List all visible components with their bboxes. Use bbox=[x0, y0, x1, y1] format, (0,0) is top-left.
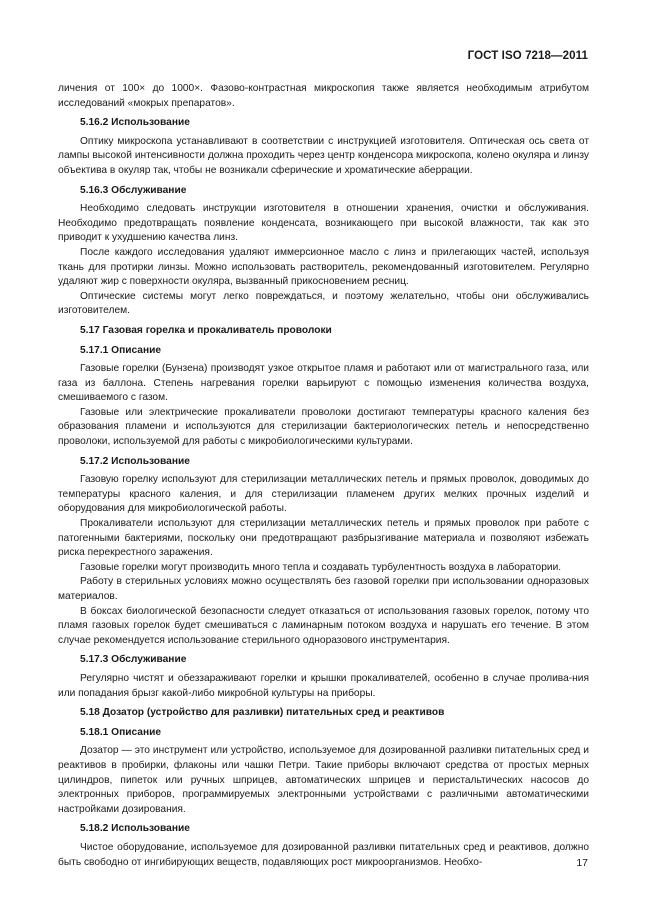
section-heading: 5.18 Дозатор (устройство для разливки) питательных сред и реактивов bbox=[80, 707, 445, 719]
section-heading: 5.16.3 Обслуживание bbox=[80, 184, 187, 196]
paragraph: Оптику микроскопа устанавливают в соответствии с инструкцией изготовителя. Оптическая ось света от лампы высокой интенсивности должна проходить через центр конденсора микроскопа, колено окуляра и линзу объектива в окуляр так, чтобы не возникали сферические и хроматические аберрации. bbox=[58, 135, 589, 176]
section-heading: 5.18.2 Использование bbox=[80, 823, 190, 835]
section-heading: 5.16.2 Использование bbox=[80, 117, 190, 129]
paragraph: Газовые горелки (Бунзена) производят узкое открытое пламя и работают или от магистрального газа, или газа из баллона. Степень нагревания горелки варьируют с помощью изменения количества воздуха, смешиваемого с газом. bbox=[58, 363, 589, 404]
paragraph: Газовые горелки могут производить много тепла и создавать турбулентность воздуха в лаборатории. bbox=[80, 561, 562, 573]
document-body bbox=[58, 82, 589, 870]
section-heading: 5.17.1 Описание bbox=[80, 344, 162, 356]
document-header: ГОСТ ISO 7218—2011 bbox=[467, 50, 588, 62]
paragraph: После каждого исследования удаляют иммерсионное масло с линз и прилегающих частей, используя ткань для протирки линзы. Можно использовать растворитель, рекомендованный изготовителем. Регулярно удаляют жир с поверхности окуляра, вызванный прикосновением ресниц. bbox=[58, 246, 589, 288]
paragraph: Работу в стерильных условиях можно осуществлять без газовой горелки при использовании одноразовых материалов. bbox=[58, 576, 589, 602]
section-heading: 5.17 Газовая горелка и прокаливатель проволоки bbox=[80, 324, 332, 336]
paragraph: личения от 100× до 1000×. Фазово-контрастная микроскопия также является необходимым атрибутом исследований «мокрых препаратов». bbox=[58, 83, 589, 109]
section-heading: 5.18.1 Описание bbox=[80, 726, 162, 738]
page-number: 17 bbox=[576, 857, 588, 869]
section-heading: 5.17.2 Использование bbox=[80, 455, 190, 467]
paragraph: В боксах биологической безопасности следует отказаться от использования газовых горелок, потому что пламя газовых горелок будет смешиваться с ламинарным потоком воздуха и нарушать его течение. В этом случае рекомендуется использование стерильного одноразового инструментария. bbox=[58, 605, 589, 646]
paragraph: Прокаливатели используют для стерилизации металлических петель и прямых проволок при работе с патогенными бактериями, поскольку они предотвращают разбрызгивание материала и позволяют избежать риска перекрестного заражения. bbox=[58, 518, 589, 559]
paragraph: Газовые или электрические прокаливатели проволоки достигают температуры красного каления без образования пламени и используются для стерилизации бактериологических петель и непосредственно проволоки, используемой для работы с микробиологическими культурами. bbox=[58, 406, 589, 448]
paragraph: Необходимо следовать инструкции изготовителя в отношении хранения, очистки и обслуживания. Необходимо предотвращать появление конденсата, возникающего при высокой влажности, так как это приводит к ухудшению качества линз. bbox=[58, 203, 589, 244]
paragraph: Газовую горелку используют для стерилизации металлических петель и прямых проволок, доводимых до температуры красного каления, и для стерилизации пламенем других мелких прочных изделий и оборудования для микробиологической работы. bbox=[58, 474, 589, 515]
paragraph: Дозатор — это инструмент или устройство, используемое для дозированной разливки питательных сред и реактивов в пробирки, флаконы или чашки Петри. Такие приборы включают средства от простых мерных цилиндров, пипеток или ручных шприцев, автоматических шприцев и перистальтических насосов до электронных приборов, программируемых электронными устройствами с различными автоматическими настройками дозирования. bbox=[58, 745, 589, 815]
paragraph: Оптические системы могут легко повреждаться, и поэтому желательно, чтобы они обслуживались изготовителем. bbox=[58, 290, 589, 317]
paragraph: Чистое оборудование, используемое для дозированной разливки питательных сред и реактивов, должно быть свободно от ингибирующих веществ, подавляющих рост микроорганизмов. Необхо- bbox=[58, 841, 589, 868]
section-heading: 5.17.3 Обслуживание bbox=[80, 654, 187, 666]
paragraph: Регулярно чистят и обеззараживают горелки и крышки прокаливателей, особенно в случае пролива-ния или попадания брызг какой-либо микробной культуры на приборы. bbox=[58, 672, 589, 699]
